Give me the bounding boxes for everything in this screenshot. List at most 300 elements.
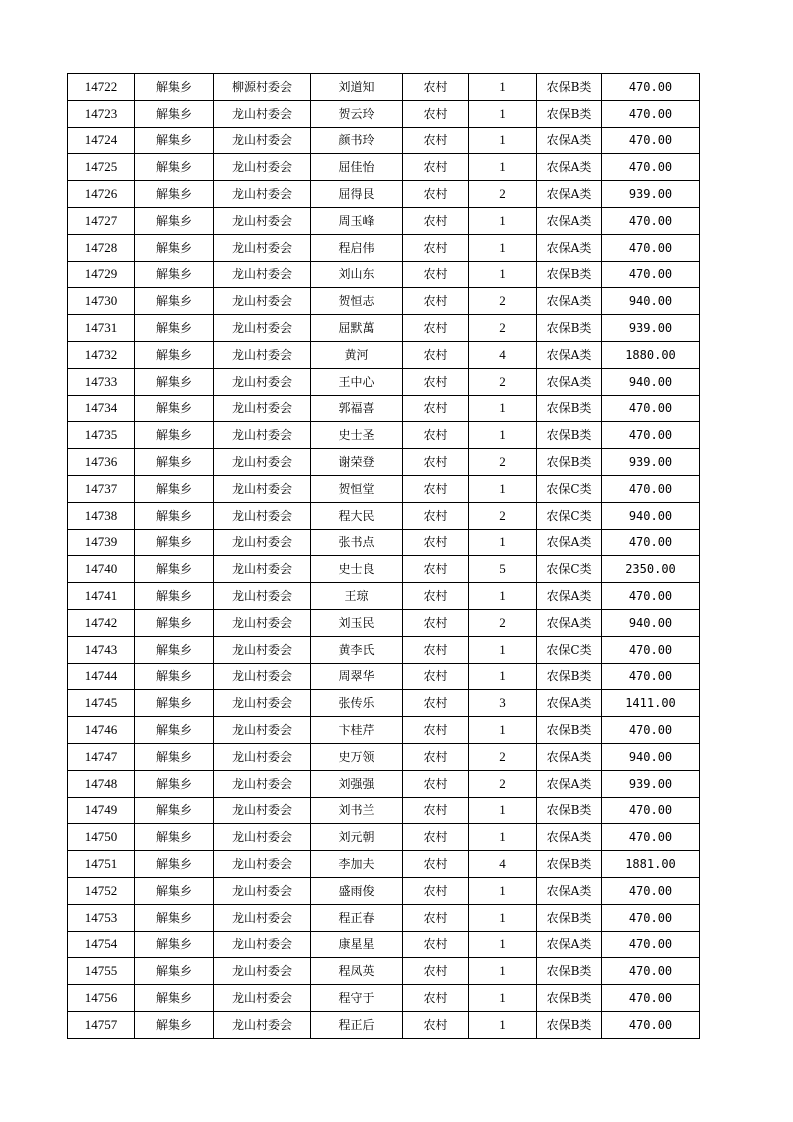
amount-cell: 470.00 bbox=[602, 261, 700, 288]
table-row bbox=[68, 985, 700, 1012]
serial-number-cell: 14747 bbox=[68, 743, 135, 770]
household-type-cell: 农村 bbox=[403, 770, 469, 797]
member-count-cell: 1 bbox=[469, 529, 537, 556]
village-committee-cell: 龙山村委会 bbox=[214, 743, 311, 770]
household-type-cell: 农村 bbox=[403, 529, 469, 556]
person-name-cell: 刘书兰 bbox=[311, 797, 403, 824]
member-count-cell: 1 bbox=[469, 797, 537, 824]
village-committee-cell: 龙山村委会 bbox=[214, 529, 311, 556]
village-committee-cell: 龙山村委会 bbox=[214, 583, 311, 610]
insurance-category-cell: 农保B类 bbox=[537, 315, 602, 342]
township-cell: 解集乡 bbox=[135, 207, 214, 234]
insurance-category-cell: 农保B类 bbox=[537, 663, 602, 690]
village-committee-cell: 龙山村委会 bbox=[214, 609, 311, 636]
amount-cell: 940.00 bbox=[602, 743, 700, 770]
township-cell: 解集乡 bbox=[135, 958, 214, 985]
person-name-cell: 张书点 bbox=[311, 529, 403, 556]
member-count-cell: 1 bbox=[469, 717, 537, 744]
serial-number-cell: 14753 bbox=[68, 904, 135, 931]
table-row bbox=[68, 74, 700, 101]
amount-cell: 939.00 bbox=[602, 181, 700, 208]
member-count-cell: 2 bbox=[469, 288, 537, 315]
township-cell: 解集乡 bbox=[135, 449, 214, 476]
insurance-category-cell: 农保A类 bbox=[537, 583, 602, 610]
member-count-cell: 1 bbox=[469, 904, 537, 931]
amount-cell: 470.00 bbox=[602, 717, 700, 744]
insurance-category-cell: 农保B类 bbox=[537, 261, 602, 288]
township-cell: 解集乡 bbox=[135, 609, 214, 636]
amount-cell: 470.00 bbox=[602, 100, 700, 127]
household-type-cell: 农村 bbox=[403, 717, 469, 744]
township-cell: 解集乡 bbox=[135, 770, 214, 797]
amount-cell: 939.00 bbox=[602, 449, 700, 476]
household-type-cell: 农村 bbox=[403, 234, 469, 261]
insurance-category-cell: 农保C类 bbox=[537, 636, 602, 663]
serial-number-cell: 14745 bbox=[68, 690, 135, 717]
household-type-cell: 农村 bbox=[403, 395, 469, 422]
table-row bbox=[68, 556, 700, 583]
township-cell: 解集乡 bbox=[135, 234, 214, 261]
table-row bbox=[68, 341, 700, 368]
village-committee-cell: 龙山村委会 bbox=[214, 985, 311, 1012]
village-committee-cell: 龙山村委会 bbox=[214, 502, 311, 529]
village-committee-cell: 龙山村委会 bbox=[214, 556, 311, 583]
township-cell: 解集乡 bbox=[135, 529, 214, 556]
amount-cell: 470.00 bbox=[602, 234, 700, 261]
township-cell: 解集乡 bbox=[135, 851, 214, 878]
village-committee-cell: 龙山村委会 bbox=[214, 449, 311, 476]
member-count-cell: 1 bbox=[469, 127, 537, 154]
person-name-cell: 史士良 bbox=[311, 556, 403, 583]
serial-number-cell: 14748 bbox=[68, 770, 135, 797]
household-type-cell: 农村 bbox=[403, 797, 469, 824]
member-count-cell: 2 bbox=[469, 609, 537, 636]
amount-cell: 940.00 bbox=[602, 368, 700, 395]
amount-cell: 470.00 bbox=[602, 529, 700, 556]
person-name-cell: 黄李氏 bbox=[311, 636, 403, 663]
member-count-cell: 2 bbox=[469, 315, 537, 342]
township-cell: 解集乡 bbox=[135, 1011, 214, 1038]
member-count-cell: 1 bbox=[469, 475, 537, 502]
village-committee-cell: 龙山村委会 bbox=[214, 207, 311, 234]
person-name-cell: 颜书玲 bbox=[311, 127, 403, 154]
table-row bbox=[68, 395, 700, 422]
table-row bbox=[68, 261, 700, 288]
serial-number-cell: 14756 bbox=[68, 985, 135, 1012]
village-committee-cell: 龙山村委会 bbox=[214, 636, 311, 663]
person-name-cell: 刘山东 bbox=[311, 261, 403, 288]
insurance-category-cell: 农保A类 bbox=[537, 931, 602, 958]
amount-cell: 470.00 bbox=[602, 583, 700, 610]
person-name-cell: 刘玉民 bbox=[311, 609, 403, 636]
table-row bbox=[68, 449, 700, 476]
insurance-category-cell: 农保A类 bbox=[537, 181, 602, 208]
table-row bbox=[68, 475, 700, 502]
serial-number-cell: 14727 bbox=[68, 207, 135, 234]
table-row bbox=[68, 207, 700, 234]
township-cell: 解集乡 bbox=[135, 368, 214, 395]
township-cell: 解集乡 bbox=[135, 743, 214, 770]
serial-number-cell: 14723 bbox=[68, 100, 135, 127]
township-cell: 解集乡 bbox=[135, 797, 214, 824]
insurance-category-cell: 农保A类 bbox=[537, 824, 602, 851]
village-committee-cell: 龙山村委会 bbox=[214, 904, 311, 931]
township-cell: 解集乡 bbox=[135, 127, 214, 154]
table-row bbox=[68, 743, 700, 770]
amount-cell: 939.00 bbox=[602, 315, 700, 342]
person-name-cell: 黄河 bbox=[311, 341, 403, 368]
household-type-cell: 农村 bbox=[403, 74, 469, 101]
table-row bbox=[68, 663, 700, 690]
table-row bbox=[68, 583, 700, 610]
person-name-cell: 盛雨俊 bbox=[311, 877, 403, 904]
serial-number-cell: 14740 bbox=[68, 556, 135, 583]
serial-number-cell: 14749 bbox=[68, 797, 135, 824]
insurance-category-cell: 农保B类 bbox=[537, 100, 602, 127]
township-cell: 解集乡 bbox=[135, 341, 214, 368]
subsidy-roster-table bbox=[67, 73, 700, 1039]
person-name-cell: 周玉峰 bbox=[311, 207, 403, 234]
member-count-cell: 2 bbox=[469, 502, 537, 529]
serial-number-cell: 14736 bbox=[68, 449, 135, 476]
village-committee-cell: 龙山村委会 bbox=[214, 851, 311, 878]
serial-number-cell: 14726 bbox=[68, 181, 135, 208]
amount-cell: 1880.00 bbox=[602, 341, 700, 368]
table-row bbox=[68, 127, 700, 154]
amount-cell: 1881.00 bbox=[602, 851, 700, 878]
village-committee-cell: 龙山村委会 bbox=[214, 422, 311, 449]
amount-cell: 470.00 bbox=[602, 127, 700, 154]
township-cell: 解集乡 bbox=[135, 663, 214, 690]
member-count-cell: 1 bbox=[469, 207, 537, 234]
insurance-category-cell: 农保A类 bbox=[537, 234, 602, 261]
household-type-cell: 农村 bbox=[403, 931, 469, 958]
serial-number-cell: 14757 bbox=[68, 1011, 135, 1038]
insurance-category-cell: 农保B类 bbox=[537, 851, 602, 878]
village-committee-cell: 龙山村委会 bbox=[214, 181, 311, 208]
table-row bbox=[68, 234, 700, 261]
amount-cell: 470.00 bbox=[602, 904, 700, 931]
person-name-cell: 贺恒堂 bbox=[311, 475, 403, 502]
table-row bbox=[68, 904, 700, 931]
member-count-cell: 4 bbox=[469, 851, 537, 878]
person-name-cell: 王中心 bbox=[311, 368, 403, 395]
village-committee-cell: 龙山村委会 bbox=[214, 475, 311, 502]
township-cell: 解集乡 bbox=[135, 154, 214, 181]
household-type-cell: 农村 bbox=[403, 851, 469, 878]
person-name-cell: 史万领 bbox=[311, 743, 403, 770]
member-count-cell: 1 bbox=[469, 422, 537, 449]
member-count-cell: 5 bbox=[469, 556, 537, 583]
insurance-category-cell: 农保A类 bbox=[537, 341, 602, 368]
amount-cell: 470.00 bbox=[602, 475, 700, 502]
township-cell: 解集乡 bbox=[135, 502, 214, 529]
insurance-category-cell: 农保A类 bbox=[537, 529, 602, 556]
household-type-cell: 农村 bbox=[403, 663, 469, 690]
serial-number-cell: 14735 bbox=[68, 422, 135, 449]
township-cell: 解集乡 bbox=[135, 74, 214, 101]
amount-cell: 470.00 bbox=[602, 74, 700, 101]
table-row bbox=[68, 368, 700, 395]
insurance-category-cell: 农保B类 bbox=[537, 395, 602, 422]
township-cell: 解集乡 bbox=[135, 877, 214, 904]
amount-cell: 470.00 bbox=[602, 931, 700, 958]
household-type-cell: 农村 bbox=[403, 502, 469, 529]
insurance-category-cell: 农保A类 bbox=[537, 154, 602, 181]
village-committee-cell: 龙山村委会 bbox=[214, 931, 311, 958]
table-row bbox=[68, 422, 700, 449]
table-row bbox=[68, 824, 700, 851]
table-row bbox=[68, 288, 700, 315]
township-cell: 解集乡 bbox=[135, 422, 214, 449]
amount-cell: 1411.00 bbox=[602, 690, 700, 717]
village-committee-cell: 龙山村委会 bbox=[214, 797, 311, 824]
table-row bbox=[68, 181, 700, 208]
table-row bbox=[68, 931, 700, 958]
serial-number-cell: 14724 bbox=[68, 127, 135, 154]
household-type-cell: 农村 bbox=[403, 127, 469, 154]
township-cell: 解集乡 bbox=[135, 181, 214, 208]
serial-number-cell: 14744 bbox=[68, 663, 135, 690]
household-type-cell: 农村 bbox=[403, 1011, 469, 1038]
village-committee-cell: 龙山村委会 bbox=[214, 154, 311, 181]
serial-number-cell: 14750 bbox=[68, 824, 135, 851]
household-type-cell: 农村 bbox=[403, 904, 469, 931]
person-name-cell: 周翠华 bbox=[311, 663, 403, 690]
member-count-cell: 2 bbox=[469, 770, 537, 797]
person-name-cell: 刘道知 bbox=[311, 74, 403, 101]
insurance-category-cell: 农保B类 bbox=[537, 449, 602, 476]
amount-cell: 470.00 bbox=[602, 663, 700, 690]
household-type-cell: 农村 bbox=[403, 583, 469, 610]
serial-number-cell: 14725 bbox=[68, 154, 135, 181]
village-committee-cell: 龙山村委会 bbox=[214, 234, 311, 261]
person-name-cell: 程大民 bbox=[311, 502, 403, 529]
insurance-category-cell: 农保A类 bbox=[537, 743, 602, 770]
person-name-cell: 程启伟 bbox=[311, 234, 403, 261]
member-count-cell: 1 bbox=[469, 958, 537, 985]
insurance-category-cell: 农保A类 bbox=[537, 877, 602, 904]
household-type-cell: 农村 bbox=[403, 609, 469, 636]
township-cell: 解集乡 bbox=[135, 636, 214, 663]
village-committee-cell: 龙山村委会 bbox=[214, 717, 311, 744]
amount-cell: 470.00 bbox=[602, 636, 700, 663]
village-committee-cell: 龙山村委会 bbox=[214, 395, 311, 422]
household-type-cell: 农村 bbox=[403, 475, 469, 502]
amount-cell: 470.00 bbox=[602, 824, 700, 851]
insurance-category-cell: 农保C类 bbox=[537, 502, 602, 529]
household-type-cell: 农村 bbox=[403, 556, 469, 583]
household-type-cell: 农村 bbox=[403, 315, 469, 342]
table-row bbox=[68, 877, 700, 904]
township-cell: 解集乡 bbox=[135, 904, 214, 931]
village-committee-cell: 龙山村委会 bbox=[214, 824, 311, 851]
member-count-cell: 2 bbox=[469, 449, 537, 476]
person-name-cell: 史士圣 bbox=[311, 422, 403, 449]
table-row bbox=[68, 690, 700, 717]
member-count-cell: 2 bbox=[469, 743, 537, 770]
household-type-cell: 农村 bbox=[403, 449, 469, 476]
amount-cell: 940.00 bbox=[602, 502, 700, 529]
insurance-category-cell: 农保B类 bbox=[537, 74, 602, 101]
village-committee-cell: 柳源村委会 bbox=[214, 74, 311, 101]
serial-number-cell: 14728 bbox=[68, 234, 135, 261]
table-row bbox=[68, 315, 700, 342]
table-row bbox=[68, 1011, 700, 1038]
serial-number-cell: 14737 bbox=[68, 475, 135, 502]
household-type-cell: 农村 bbox=[403, 743, 469, 770]
village-committee-cell: 龙山村委会 bbox=[214, 341, 311, 368]
person-name-cell: 王琼 bbox=[311, 583, 403, 610]
township-cell: 解集乡 bbox=[135, 690, 214, 717]
serial-number-cell: 14755 bbox=[68, 958, 135, 985]
person-name-cell: 屈默萬 bbox=[311, 315, 403, 342]
village-committee-cell: 龙山村委会 bbox=[214, 663, 311, 690]
person-name-cell: 程凤英 bbox=[311, 958, 403, 985]
village-committee-cell: 龙山村委会 bbox=[214, 127, 311, 154]
member-count-cell: 3 bbox=[469, 690, 537, 717]
amount-cell: 940.00 bbox=[602, 288, 700, 315]
household-type-cell: 农村 bbox=[403, 207, 469, 234]
table-row bbox=[68, 797, 700, 824]
amount-cell: 470.00 bbox=[602, 797, 700, 824]
person-name-cell: 刘强强 bbox=[311, 770, 403, 797]
table-row bbox=[68, 717, 700, 744]
township-cell: 解集乡 bbox=[135, 556, 214, 583]
household-type-cell: 农村 bbox=[403, 341, 469, 368]
table-row bbox=[68, 502, 700, 529]
person-name-cell: 贺云玲 bbox=[311, 100, 403, 127]
member-count-cell: 2 bbox=[469, 368, 537, 395]
township-cell: 解集乡 bbox=[135, 931, 214, 958]
household-type-cell: 农村 bbox=[403, 958, 469, 985]
member-count-cell: 2 bbox=[469, 181, 537, 208]
member-count-cell: 1 bbox=[469, 234, 537, 261]
village-committee-cell: 龙山村委会 bbox=[214, 368, 311, 395]
table-row bbox=[68, 154, 700, 181]
table-row bbox=[68, 958, 700, 985]
serial-number-cell: 14732 bbox=[68, 341, 135, 368]
amount-cell: 470.00 bbox=[602, 1011, 700, 1038]
serial-number-cell: 14722 bbox=[68, 74, 135, 101]
serial-number-cell: 14752 bbox=[68, 877, 135, 904]
member-count-cell: 1 bbox=[469, 824, 537, 851]
person-name-cell: 康星星 bbox=[311, 931, 403, 958]
member-count-cell: 1 bbox=[469, 154, 537, 181]
insurance-category-cell: 农保C类 bbox=[537, 475, 602, 502]
township-cell: 解集乡 bbox=[135, 717, 214, 744]
member-count-cell: 1 bbox=[469, 663, 537, 690]
household-type-cell: 农村 bbox=[403, 824, 469, 851]
insurance-category-cell: 农保B类 bbox=[537, 422, 602, 449]
insurance-category-cell: 农保B类 bbox=[537, 958, 602, 985]
insurance-category-cell: 农保B类 bbox=[537, 717, 602, 744]
person-name-cell: 程正春 bbox=[311, 904, 403, 931]
amount-cell: 2350.00 bbox=[602, 556, 700, 583]
insurance-category-cell: 农保A类 bbox=[537, 770, 602, 797]
household-type-cell: 农村 bbox=[403, 261, 469, 288]
member-count-cell: 1 bbox=[469, 1011, 537, 1038]
insurance-category-cell: 农保B类 bbox=[537, 1011, 602, 1038]
amount-cell: 470.00 bbox=[602, 154, 700, 181]
household-type-cell: 农村 bbox=[403, 368, 469, 395]
household-type-cell: 农村 bbox=[403, 288, 469, 315]
amount-cell: 470.00 bbox=[602, 395, 700, 422]
household-type-cell: 农村 bbox=[403, 985, 469, 1012]
person-name-cell: 程正后 bbox=[311, 1011, 403, 1038]
village-committee-cell: 龙山村委会 bbox=[214, 877, 311, 904]
table-row bbox=[68, 529, 700, 556]
insurance-category-cell: 农保B类 bbox=[537, 985, 602, 1012]
insurance-category-cell: 农保A类 bbox=[537, 368, 602, 395]
person-name-cell: 谢荣登 bbox=[311, 449, 403, 476]
village-committee-cell: 龙山村委会 bbox=[214, 690, 311, 717]
serial-number-cell: 14751 bbox=[68, 851, 135, 878]
person-name-cell: 程守于 bbox=[311, 985, 403, 1012]
serial-number-cell: 14734 bbox=[68, 395, 135, 422]
member-count-cell: 1 bbox=[469, 636, 537, 663]
household-type-cell: 农村 bbox=[403, 154, 469, 181]
amount-cell: 470.00 bbox=[602, 958, 700, 985]
serial-number-cell: 14743 bbox=[68, 636, 135, 663]
village-committee-cell: 龙山村委会 bbox=[214, 100, 311, 127]
amount-cell: 940.00 bbox=[602, 609, 700, 636]
amount-cell: 470.00 bbox=[602, 877, 700, 904]
table-body bbox=[68, 74, 700, 1039]
serial-number-cell: 14741 bbox=[68, 583, 135, 610]
insurance-category-cell: 农保B类 bbox=[537, 797, 602, 824]
member-count-cell: 1 bbox=[469, 931, 537, 958]
person-name-cell: 贺恒志 bbox=[311, 288, 403, 315]
table-row bbox=[68, 851, 700, 878]
household-type-cell: 农村 bbox=[403, 636, 469, 663]
township-cell: 解集乡 bbox=[135, 475, 214, 502]
member-count-cell: 4 bbox=[469, 341, 537, 368]
insurance-category-cell: 农保A类 bbox=[537, 690, 602, 717]
township-cell: 解集乡 bbox=[135, 824, 214, 851]
village-committee-cell: 龙山村委会 bbox=[214, 770, 311, 797]
amount-cell: 939.00 bbox=[602, 770, 700, 797]
person-name-cell: 刘元朝 bbox=[311, 824, 403, 851]
member-count-cell: 1 bbox=[469, 985, 537, 1012]
person-name-cell: 李加夫 bbox=[311, 851, 403, 878]
member-count-cell: 1 bbox=[469, 100, 537, 127]
township-cell: 解集乡 bbox=[135, 985, 214, 1012]
household-type-cell: 农村 bbox=[403, 877, 469, 904]
member-count-cell: 1 bbox=[469, 261, 537, 288]
amount-cell: 470.00 bbox=[602, 422, 700, 449]
township-cell: 解集乡 bbox=[135, 261, 214, 288]
serial-number-cell: 14739 bbox=[68, 529, 135, 556]
serial-number-cell: 14746 bbox=[68, 717, 135, 744]
member-count-cell: 1 bbox=[469, 583, 537, 610]
person-name-cell: 张传乐 bbox=[311, 690, 403, 717]
serial-number-cell: 14754 bbox=[68, 931, 135, 958]
amount-cell: 470.00 bbox=[602, 985, 700, 1012]
village-committee-cell: 龙山村委会 bbox=[214, 1011, 311, 1038]
village-committee-cell: 龙山村委会 bbox=[214, 288, 311, 315]
household-type-cell: 农村 bbox=[403, 100, 469, 127]
amount-cell: 470.00 bbox=[602, 207, 700, 234]
insurance-category-cell: 农保A类 bbox=[537, 207, 602, 234]
village-committee-cell: 龙山村委会 bbox=[214, 261, 311, 288]
village-committee-cell: 龙山村委会 bbox=[214, 958, 311, 985]
township-cell: 解集乡 bbox=[135, 288, 214, 315]
township-cell: 解集乡 bbox=[135, 315, 214, 342]
insurance-category-cell: 农保B类 bbox=[537, 904, 602, 931]
insurance-category-cell: 农保C类 bbox=[537, 556, 602, 583]
serial-number-cell: 14730 bbox=[68, 288, 135, 315]
